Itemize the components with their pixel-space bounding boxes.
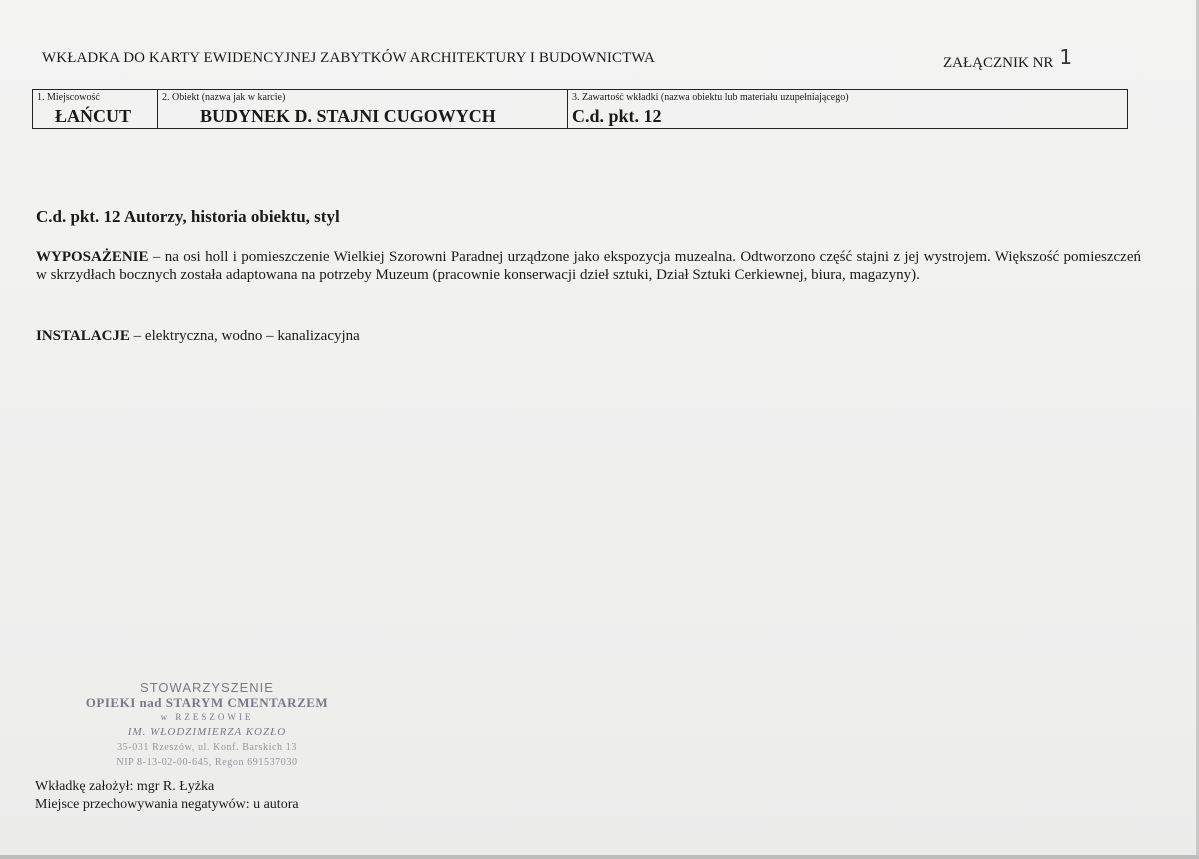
stamp-line-2: OPIEKI nad STARYM CMENTARZEM xyxy=(85,695,329,710)
stamp-line-6: NIP 8-13-02-00-645, Regon 691537030 xyxy=(116,757,298,768)
annex-label: ZAŁĄCZNIK NR xyxy=(943,55,1054,71)
header-table xyxy=(32,89,1128,129)
equipment-paragraph xyxy=(36,248,1141,284)
locality-cell xyxy=(33,90,158,128)
stamp-line-5: 35-031 Rzeszów, ul. Konf. Barskich 13 xyxy=(117,742,297,753)
stamp-line-4: IM. WŁODZIMIERZA KOZŁO xyxy=(127,726,287,738)
form-title: WKŁADKA DO KARTY EWIDENCYJNEJ ZABYTKÓW ARCHITEKTURY I BUDOWNICTWA xyxy=(42,50,655,66)
installations-label: INSTALACJE xyxy=(36,328,130,344)
installations-text: – elektryczna, wodno – kanalizacyjna xyxy=(129,328,360,344)
locality-label: 1. Miejscowość xyxy=(37,92,100,103)
card-edge-bottom xyxy=(0,855,1199,859)
stamp-line-1: STOWARZYSZENIE xyxy=(140,680,274,695)
object-value: BUDYNEK D. STAJNI CUGOWYCH xyxy=(200,106,496,126)
author-line: Wkładkę założył: mgr R. Łyżka xyxy=(35,779,215,794)
installations-paragraph xyxy=(36,328,360,345)
annex-number xyxy=(943,45,1073,72)
stamp-line-3: w RZESZOWIE xyxy=(160,712,254,722)
section-heading: C.d. pkt. 12 Autorzy, historia obiektu, styl xyxy=(36,207,340,226)
organization-stamp xyxy=(72,680,342,770)
equipment-text: – na osi holl i pomieszczenie Wielkiej Szorowni Paradnej urządzone jako ekspozycja muzealna. Odtworzono część stajni z jej wystrojem. Większość pomieszczeń w skrzydłach bocznych została adaptowana na potrzeby Muzeum (pracownie konserwacji dzieł sztuki, Dział Sztuki Cerkiewnej, biura, magazyny). xyxy=(36,249,1141,283)
content-cell xyxy=(568,90,1127,128)
content-label: 3. Zawartość wkładki (nazwa obiektu lub materiału uzupełniającego) xyxy=(572,92,849,103)
locality-value: ŁAŃCUT xyxy=(55,106,132,126)
object-label: 2. Obiekt (nazwa jak w karcie) xyxy=(162,92,286,103)
content-value: C.d. pkt. 12 xyxy=(572,106,662,126)
negatives-location-line: Miejsce przechowywania negatywów: u autora xyxy=(35,797,299,812)
object-cell xyxy=(158,90,568,128)
equipment-label: WYPOSAŻENIE xyxy=(36,249,149,265)
annex-handwritten-number: 1 xyxy=(1059,45,1073,69)
